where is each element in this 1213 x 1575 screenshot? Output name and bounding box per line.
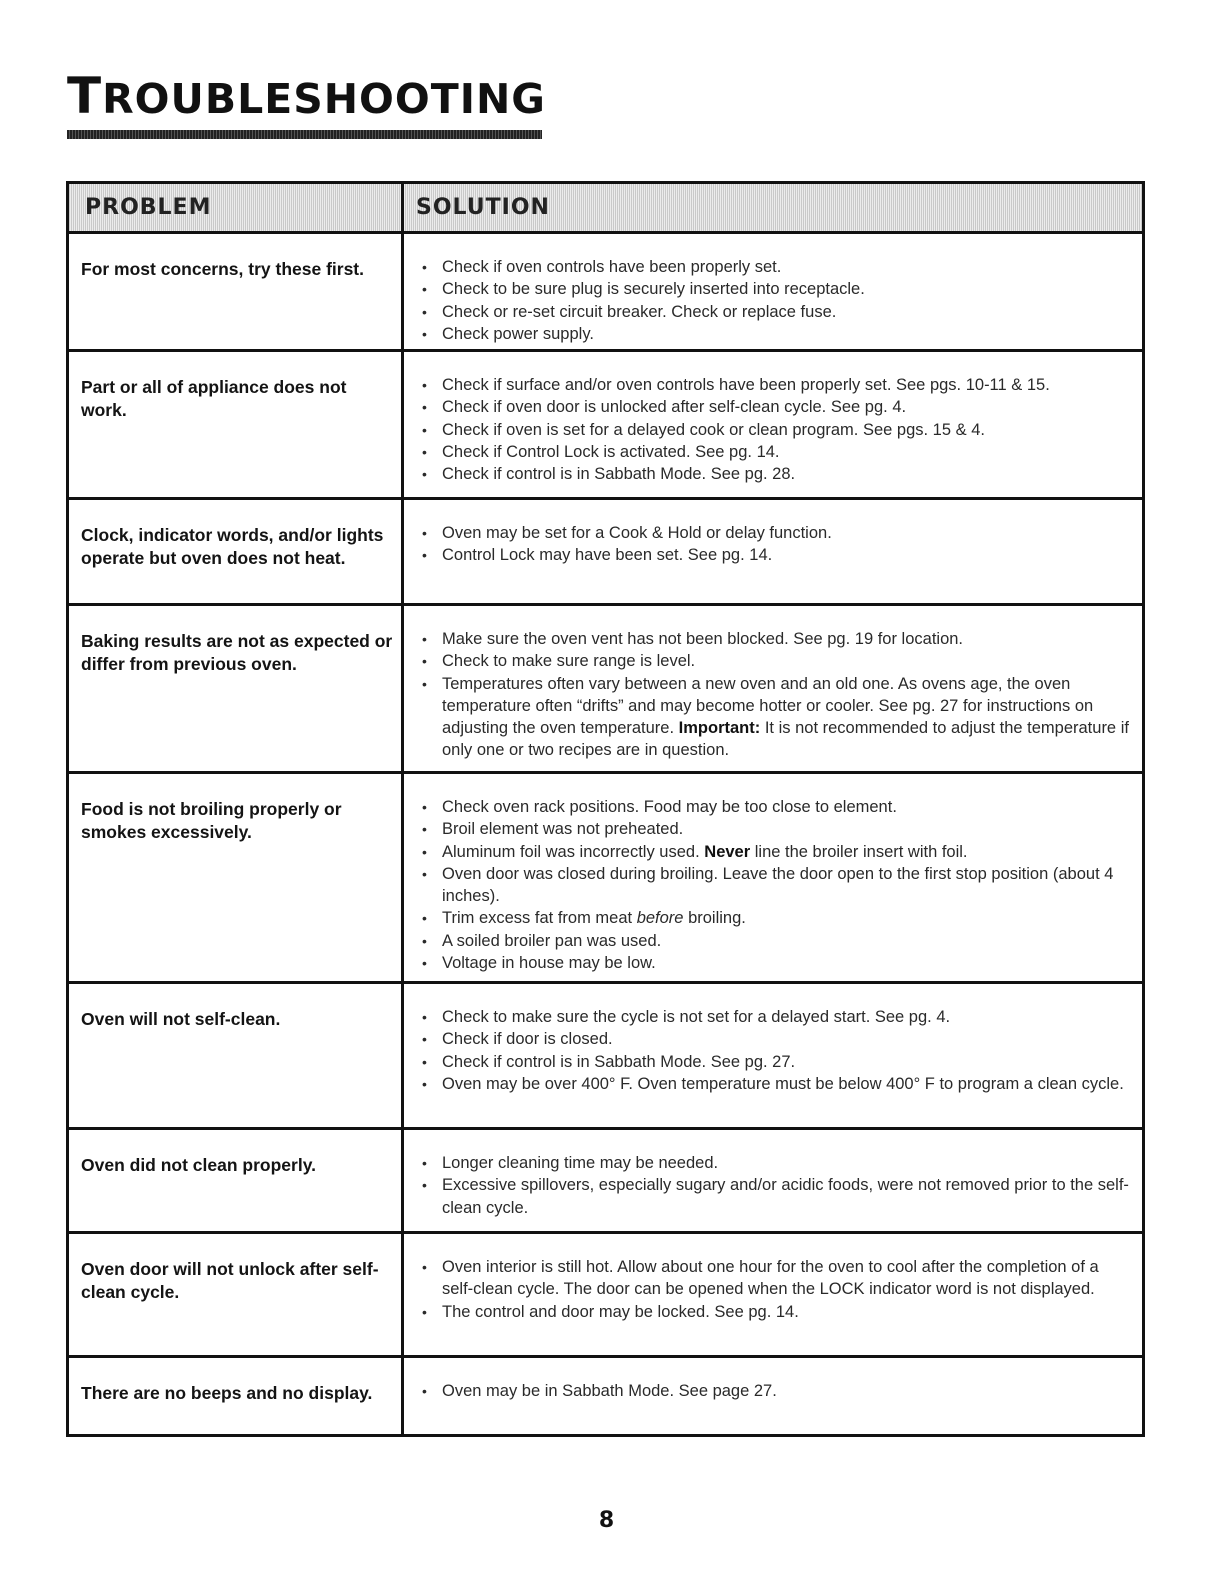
solution-item: • Check if oven controls have been properly set. <box>418 256 1132 278</box>
solution-text: Temperatures often vary between a new oven and an old one. As ovens age, the oven temperature often “drifts” and may become hotter or cooler. See pg. 27 for instructions on adjusting the oven temperature. <box>442 674 1094 738</box>
solution-list <box>418 522 1132 567</box>
table-row <box>69 1130 1142 1234</box>
solution-text: Trim excess fat from meat <box>442 909 633 928</box>
problem-cell: Clock, indicator words, and/or lights operate but oven does not heat. <box>69 500 404 603</box>
solution-item: • The control and door may be locked. See pg. 14. <box>418 1301 1132 1323</box>
solution-item: • Oven may be in Sabbath Mode. See page 27. <box>418 1380 1132 1402</box>
solution-item: • Excessive spillovers, especially sugary and/or acidic foods, were not removed prior to the self-clean cycle. <box>418 1174 1132 1219</box>
problem-cell: There are no beeps and no display. <box>69 1358 404 1437</box>
solution-cell <box>404 234 1142 349</box>
solution-item: • Check to be sure plug is securely inserted into receptacle. <box>418 278 1132 300</box>
solution-list <box>418 256 1132 345</box>
solution-cell <box>404 352 1142 497</box>
solution-text: line the broiler insert with foil. <box>754 842 968 861</box>
solution-item: • Broil element was not preheated. <box>418 818 1132 840</box>
problem-cell: Oven did not clean properly. <box>69 1130 404 1231</box>
solution-item: • Check or re-set circuit breaker. Check or replace fuse. <box>418 301 1132 323</box>
table-row <box>69 500 1142 606</box>
table-row <box>69 984 1142 1130</box>
solution-item: • Check to make sure range is level. <box>418 650 1132 672</box>
solution-list <box>418 1006 1132 1095</box>
title-initial: T <box>67 67 103 125</box>
table-row <box>69 1358 1142 1437</box>
solution-item <box>418 907 1132 929</box>
solution-item: • Check if oven is set for a delayed cook or clean program. See pgs. 15 & 4. <box>418 419 1132 441</box>
table-row <box>69 352 1142 500</box>
solution-cell <box>404 500 1142 603</box>
solution-text: broiling. <box>688 909 746 928</box>
solution-item: • Check to make sure the cycle is not set for a delayed start. See pg. 4. <box>418 1006 1132 1028</box>
solution-item: • Check oven rack positions. Food may be too close to element. <box>418 796 1132 818</box>
solution-list <box>418 1256 1132 1323</box>
table-row <box>69 1234 1142 1358</box>
header-problem: PROBLEM <box>69 184 404 231</box>
table-body <box>69 234 1142 1437</box>
solution-item: • A soiled broiler pan was used. <box>418 930 1132 952</box>
table-row <box>69 234 1142 352</box>
solution-item: • Voltage in house may be low. <box>418 952 1132 974</box>
solution-item: • Oven door was closed during broiling. Leave the door open to the first stop position (about 4 inches). <box>418 863 1132 908</box>
solution-cell <box>404 1234 1142 1355</box>
table-row <box>69 606 1142 774</box>
solution-item: • Check if surface and/or oven controls have been properly set. See pgs. 10-11 & 15. <box>418 374 1132 396</box>
solution-item: • Check if Control Lock is activated. See pg. 14. <box>418 441 1132 463</box>
solution-item: • Control Lock may have been set. See pg. 14. <box>418 544 1132 566</box>
solution-item: • Check if control is in Sabbath Mode. See pg. 28. <box>418 463 1132 485</box>
solution-emphasis: Important: <box>678 719 761 738</box>
solution-item <box>418 673 1132 762</box>
title-rest: ROUBLESHOOTING <box>102 75 546 123</box>
solution-cell <box>404 1358 1142 1437</box>
solution-emphasis: Never <box>704 842 751 861</box>
title-underline <box>67 130 542 139</box>
solution-cell <box>404 1130 1142 1231</box>
solution-cell <box>404 984 1142 1127</box>
solution-item: • Check if control is in Sabbath Mode. See pg. 27. <box>418 1051 1132 1073</box>
solution-item: • Longer cleaning time may be needed. <box>418 1152 1132 1174</box>
problem-cell: Oven door will not unlock after self-clean cycle. <box>69 1234 404 1355</box>
solution-list <box>418 1380 1132 1402</box>
solution-text: Aluminum foil was incorrectly used. <box>442 842 700 861</box>
page-number: 8 <box>598 1508 615 1533</box>
solution-list <box>418 628 1132 762</box>
problem-cell: For most concerns, try these first. <box>69 234 404 349</box>
solution-item: • Check if oven door is unlocked after self-clean cycle. See pg. 4. <box>418 396 1132 418</box>
solution-item <box>418 841 1132 863</box>
solution-list <box>418 1152 1132 1219</box>
troubleshooting-table <box>66 181 1145 1437</box>
solution-emphasis: before <box>636 909 684 928</box>
solution-item: • Check if door is closed. <box>418 1028 1132 1050</box>
problem-cell: Oven will not self-clean. <box>69 984 404 1127</box>
problem-cell: Part or all of appliance does not work. <box>69 352 404 497</box>
solution-item: • Make sure the oven vent has not been blocked. See pg. 19 for location. <box>418 628 1132 650</box>
solution-item: • Oven may be set for a Cook & Hold or delay function. <box>418 522 1132 544</box>
problem-cell: Food is not broiling properly or smokes excessively. <box>69 774 404 981</box>
problem-cell: Baking results are not as expected or differ from previous oven. <box>69 606 404 771</box>
solution-item: • Oven may be over 400° F. Oven temperature must be below 400° F to program a clean cycle. <box>418 1073 1132 1095</box>
page-title <box>67 66 546 129</box>
solution-item: • Oven interior is still hot. Allow about one hour for the oven to cool after the completion of a self-clean cycle. The door can be opened when the LOCK indicator word is not displayed. <box>418 1256 1132 1301</box>
solution-list <box>418 374 1132 485</box>
solution-cell <box>404 774 1142 981</box>
solution-cell <box>404 606 1142 771</box>
table-header <box>69 184 1142 234</box>
table-row <box>69 774 1142 984</box>
solution-item: • Check power supply. <box>418 323 1132 345</box>
header-solution: SOLUTION <box>416 195 550 220</box>
solution-text: It is not recommended to adjust the temperature if only one or two recipes are in question. <box>442 719 1129 760</box>
solution-list <box>418 796 1132 974</box>
